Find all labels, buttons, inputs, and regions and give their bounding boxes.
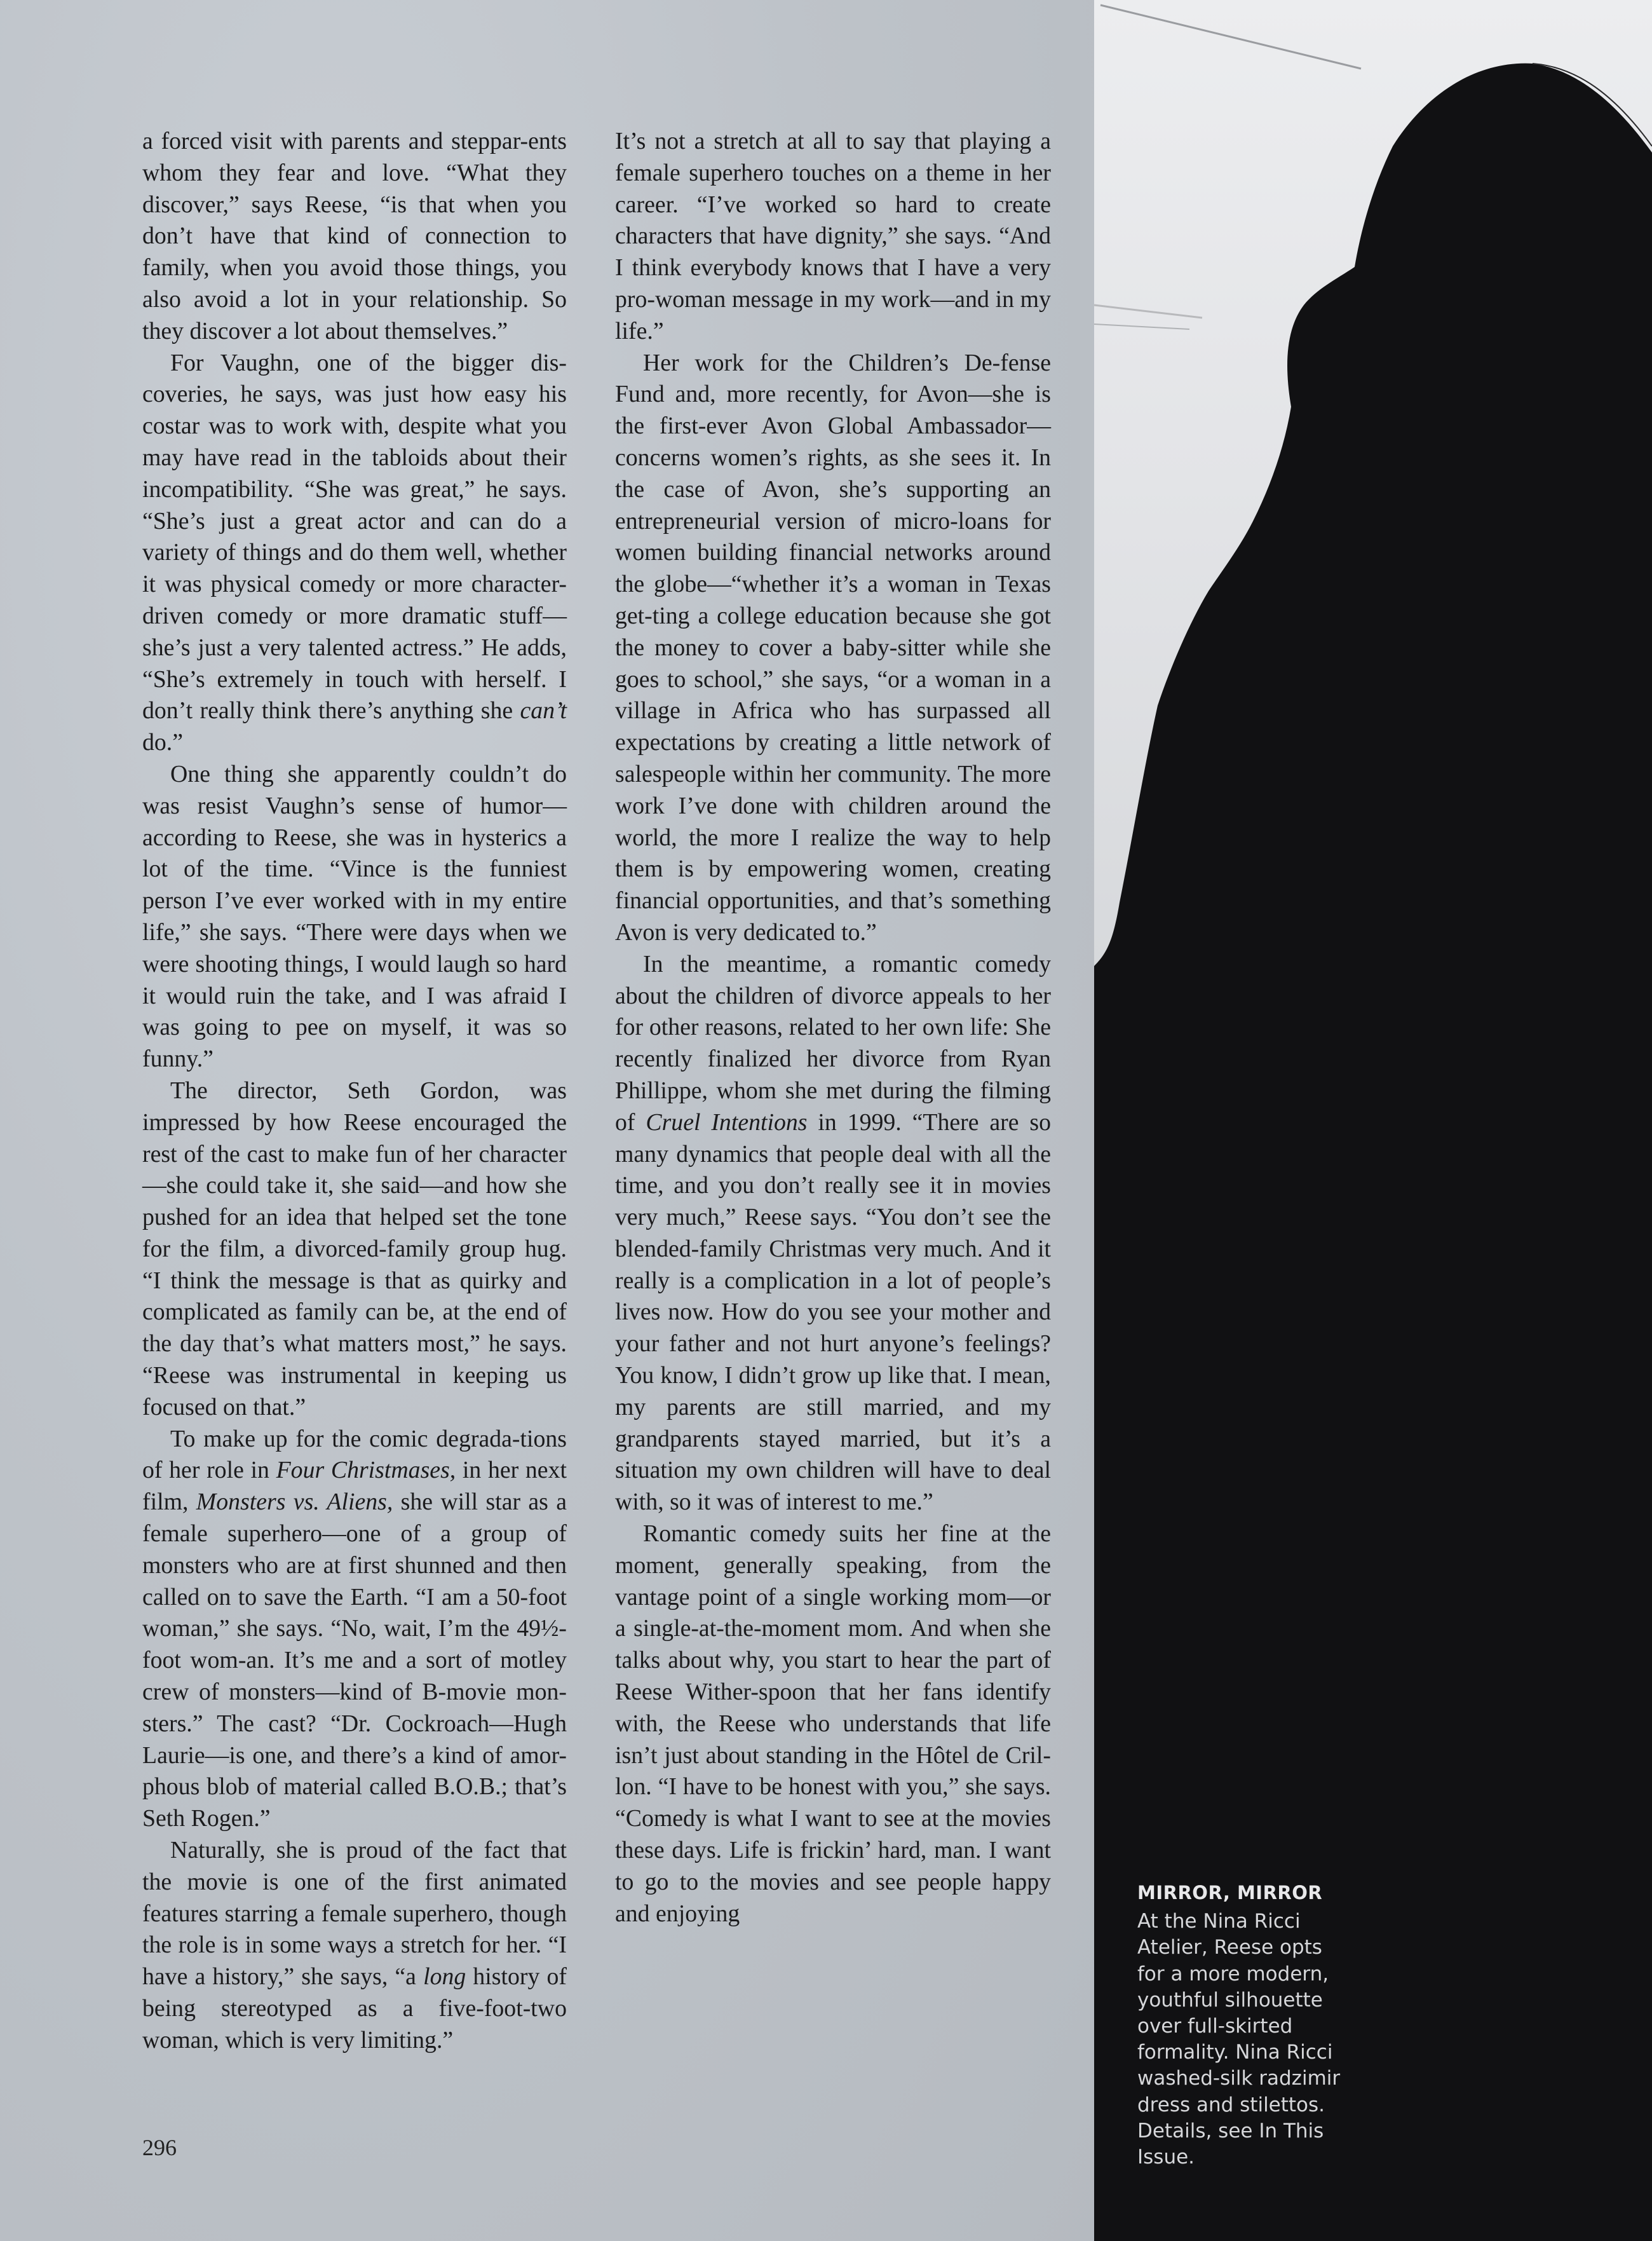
page-number: 296: [142, 2135, 177, 2160]
article-paragraph: [615, 1518, 1051, 1930]
paragraph-text: It’s not a stretch at all to say that playing a female superhero touches on a theme in her career. “I’ve worked so hard to create characters that have dignity,” she says. “And I think everybody knows that I have a very pro-woman message in my work—and in my life.”: [615, 128, 1051, 344]
article-paragraph: [615, 949, 1051, 1518]
paragraph-text: In the meantime, a romantic comedy about the children of divorce appeals to her for other reasons, related to her own life: She recently finalized her divorce from Ryan Phillippe, whom she met during the filming of: [615, 950, 1051, 1136]
paragraph-text: To make up for the comic degrada-tions of her role in: [142, 1425, 567, 1484]
paragraph-text: she will star as a female superhero—one of a group of monsters who are at first shunned and then called on to save the Earth. “I am a 50-foot woman,” she says. “No, wait, I’m the 49½-foot wom-an. It’s me and a sort of motley crew of monsters—kind of B-movie mon-sters.” The cast? “Dr. Cockroach—Hugh Laurie—is one, and there’s a kind of amor-phous blob of material called B.O.B.; that’s Seth Rogen.”: [142, 1488, 567, 1832]
paragraph-text: in her next film,: [142, 1457, 567, 1516]
caption-body: At the Nina Ricci Atelier, Reese opts for a more modern, youthful silhouette over full-skirted formality. Nina Ricci washed-silk radzimir dress and stilettos. Details, see In This Issue.: [1137, 1910, 1341, 2169]
article-paragraph: [142, 759, 567, 1075]
article-paragraph: [142, 348, 567, 759]
article-paragraph: [615, 348, 1051, 949]
article-column-2: [615, 126, 1051, 1930]
article-paragraph: [615, 126, 1051, 348]
italic-title-text: Monsters vs. Aliens,: [196, 1488, 393, 1516]
paragraph-text: a forced visit with parents and steppar-ents whom they fear and love. “What they discover,” says Reese, “is that when you don’t have that kind of connection to family, when you avoid those things, you also avoid a lot in your relationship. So they discover a lot about themselves.”: [142, 128, 567, 344]
paragraph-text: Romantic comedy suits her fine at the moment, generally speaking, from the vantage point of a single working mom—or a single-at-the-moment mom. And when she talks about why, you start to hear the part of Reese Wither-spoon that her fans identify with, the Reese who understands that life isn’t just about standing in the Hôtel de Cril-lon. “I have to be honest with you,” she says. “Comedy is what I want to see at the movies these days. Life is frickin’ hard, man. I want to go to the movies and see people happy and enjoying: [615, 1520, 1051, 1927]
article-paragraph: [142, 1075, 567, 1424]
article-paragraph: [142, 126, 567, 348]
italic-title-text: long: [423, 1963, 466, 1991]
paragraph-text: in 1999. “There are so many dynamics that people deal with all the time, and you don’t really see it in movies very much,” Reese says. “You don’t see the blended-family Christmas very much. And it really is a complication in a lot of people’s lives now. How do you see your mother and your father and not hurt anyone’s feelings? You know, I didn’t grow up like that. I mean, my parents are still married, and my grandparents stayed married, but it’s a situation my own children will have to deal with, so it was of interest to me.”: [615, 1108, 1052, 1516]
paragraph-text: One thing she apparently couldn’t do was resist Vaughn’s sense of humor—according to Reese, she was in hysterics a lot of the time. “Vince is the funniest person I’ve ever worked with in my entire life,” she says. “There were days when we were shooting things, I would laugh so hard it would ruin the take, and I was afraid I was going to pee on myself, it was so funny.”: [142, 760, 567, 1073]
italic-title-text: can’t: [520, 697, 567, 725]
paragraph-text: The director, Seth Gordon, was impressed by how Reese encouraged the rest of the cast to make fun of her character—she could take it, she said—and how she pushed for an idea that helped set the tone for the film, a divorced-family group hug. “I think the message is that as quirky and complicated as family can be, at the end of the day that’s what matters most,” he says. “Reese was instrumental in keeping us focused on that.”: [142, 1077, 567, 1420]
article-paragraph: [142, 1835, 567, 2057]
italic-title-text: Four Christmases,: [276, 1457, 456, 1484]
article-column-1: [142, 126, 567, 2057]
paragraph-text: For Vaughn, one of the bigger dis-coveries, he says, was just how easy his costar was to work with, despite what you may have read in the tabloids about their incompatibility. “She was great,” he says. “She’s just a great actor and can do a variety of things and do them well, whether it was physical comedy or more character-driven comedy or more dramatic stuff—she’s just a very talented actress.” He adds, “She’s extremely in touch with herself. I don’t really think there’s anything she: [142, 349, 567, 725]
paragraph-text: Her work for the Children’s De-fense Fund and, more recently, for Avon—she is the first-ever Avon Global Ambassador—concerns women’s rights, as she sees it. In the case of Avon, she’s supporting an entrepreneurial version of micro-loans for women building financial networks around the globe—“whether it’s a woman in Texas get-ting a college education because she got the money to cover a baby-sitter while she goes to school,” she says, “or a woman in a village in Africa who has surpassed all expectations by creating a little network of salespeople within her community. The more work I’ve done with children around the world, the more I realize the way to help them is by empowering women, creating financial opportunities, and that’s something Avon is very dedicated to.”: [615, 349, 1051, 946]
paragraph-text: do.”: [142, 729, 184, 756]
caption-title: MIRROR, MIRROR: [1137, 1882, 1323, 1904]
paragraph-text: Naturally, she is proud of the fact that the movie is one of the first animated features starring a female superhero, though the role is in some ways a stretch for her. “I have a history,” she says, “a: [142, 1837, 567, 1991]
photo-caption: [1137, 1880, 1347, 2170]
paragraph-text: history of being stereotyped as a five-foot-two woman, which is very limiting.”: [142, 1963, 567, 2054]
italic-title-text: Cruel Intentions: [646, 1108, 808, 1136]
article-paragraph: [142, 1424, 567, 1835]
